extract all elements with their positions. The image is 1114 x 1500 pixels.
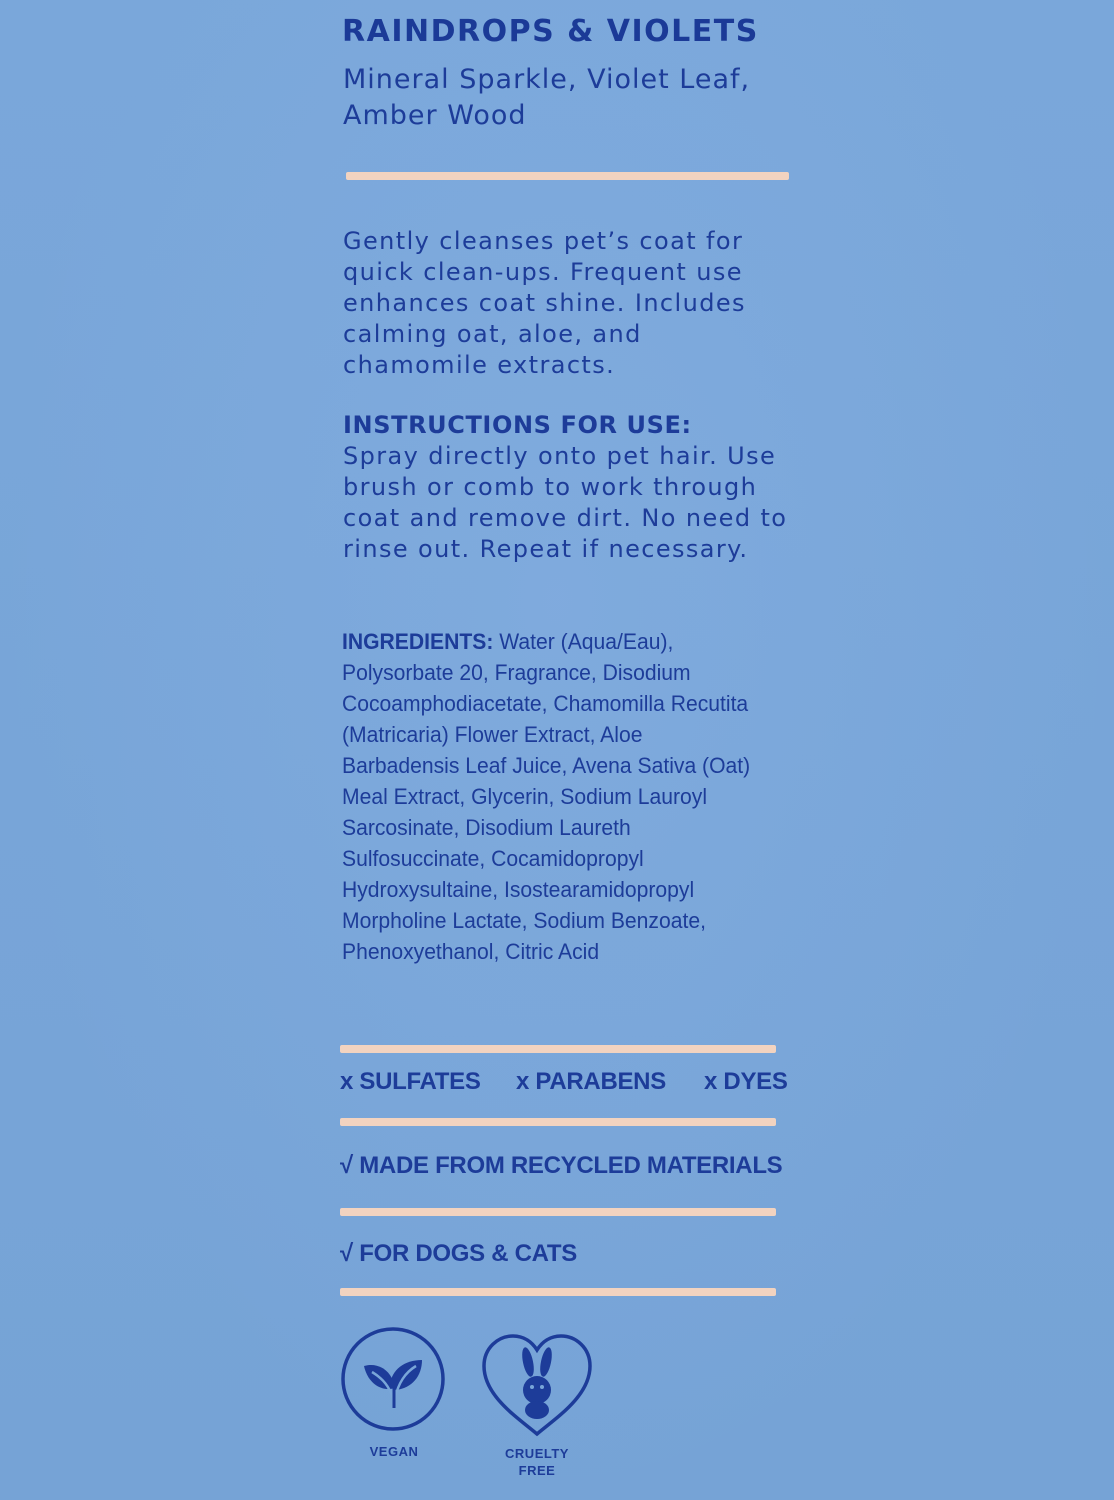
claim-dogs-cats: √ FOR DOGS & CATS xyxy=(340,1240,577,1267)
vegan-leaf-icon xyxy=(340,1326,446,1432)
bunny-heart-icon xyxy=(478,1330,596,1440)
vegan-badge xyxy=(340,1326,446,1432)
divider-free-from-top xyxy=(340,1045,776,1053)
ingredients-text: Water (Aqua/Eau), Polysorbate 20, Fragrance, Disodium Cocoamphodiacetate, Chamomilla Recutita (Matricaria) Flower Extract, Aloe Barbadensis Leaf Juice, Avena Sativa (Oat) Meal Extract, Glycerin, Sodium Lauroyl Sarcosinate, Disodium Laureth Sulfosuccinate, Cocamidopropyl Hydroxysultaine, Isostearamidopropyl Morpholine Lactate, Sodium Benzoate, Phenoxyethanol, Citric Acid xyxy=(342,629,751,964)
divider-top xyxy=(346,172,789,180)
instructions-heading: INSTRUCTIONS FOR USE: xyxy=(343,411,692,439)
claim-no-parabens: x PARABENS xyxy=(516,1068,666,1095)
divider-bottom xyxy=(340,1288,776,1296)
claim-recycled-materials: √ MADE FROM RECYCLED MATERIALS xyxy=(340,1152,783,1179)
ingredients-block xyxy=(342,626,764,967)
cruelty-free-badge xyxy=(478,1330,596,1440)
vegan-label: VEGAN xyxy=(369,1444,419,1459)
cruelty-free-label-line1: CRUELTY xyxy=(505,1446,569,1461)
divider-free-from-bottom xyxy=(340,1118,776,1126)
claim-no-sulfates: x SULFATES xyxy=(340,1068,481,1095)
instructions-block xyxy=(343,410,793,565)
claim-no-dyes: x DYES xyxy=(704,1068,788,1095)
product-title: RAINDROPS & VIOLETS xyxy=(342,14,759,49)
ingredients-heading: INGREDIENTS: xyxy=(342,629,494,654)
scent-notes: Mineral Sparkle, Violet Leaf, Amber Wood xyxy=(343,64,751,131)
product-description: Gently cleanses pet’s coat for quick clean-ups. Frequent use enhances coat shine. Includes calming oat, aloe, and chamomile extracts. xyxy=(343,227,746,379)
cruelty-free-label-line2: FREE xyxy=(518,1463,556,1478)
cruelty-free-label xyxy=(497,1445,577,1479)
instructions-text: Spray directly onto pet hair. Use brush or comb to work through coat and remove dirt. No need to rinse out. Repeat if necessary. xyxy=(343,442,788,563)
divider-recycled xyxy=(340,1208,776,1216)
